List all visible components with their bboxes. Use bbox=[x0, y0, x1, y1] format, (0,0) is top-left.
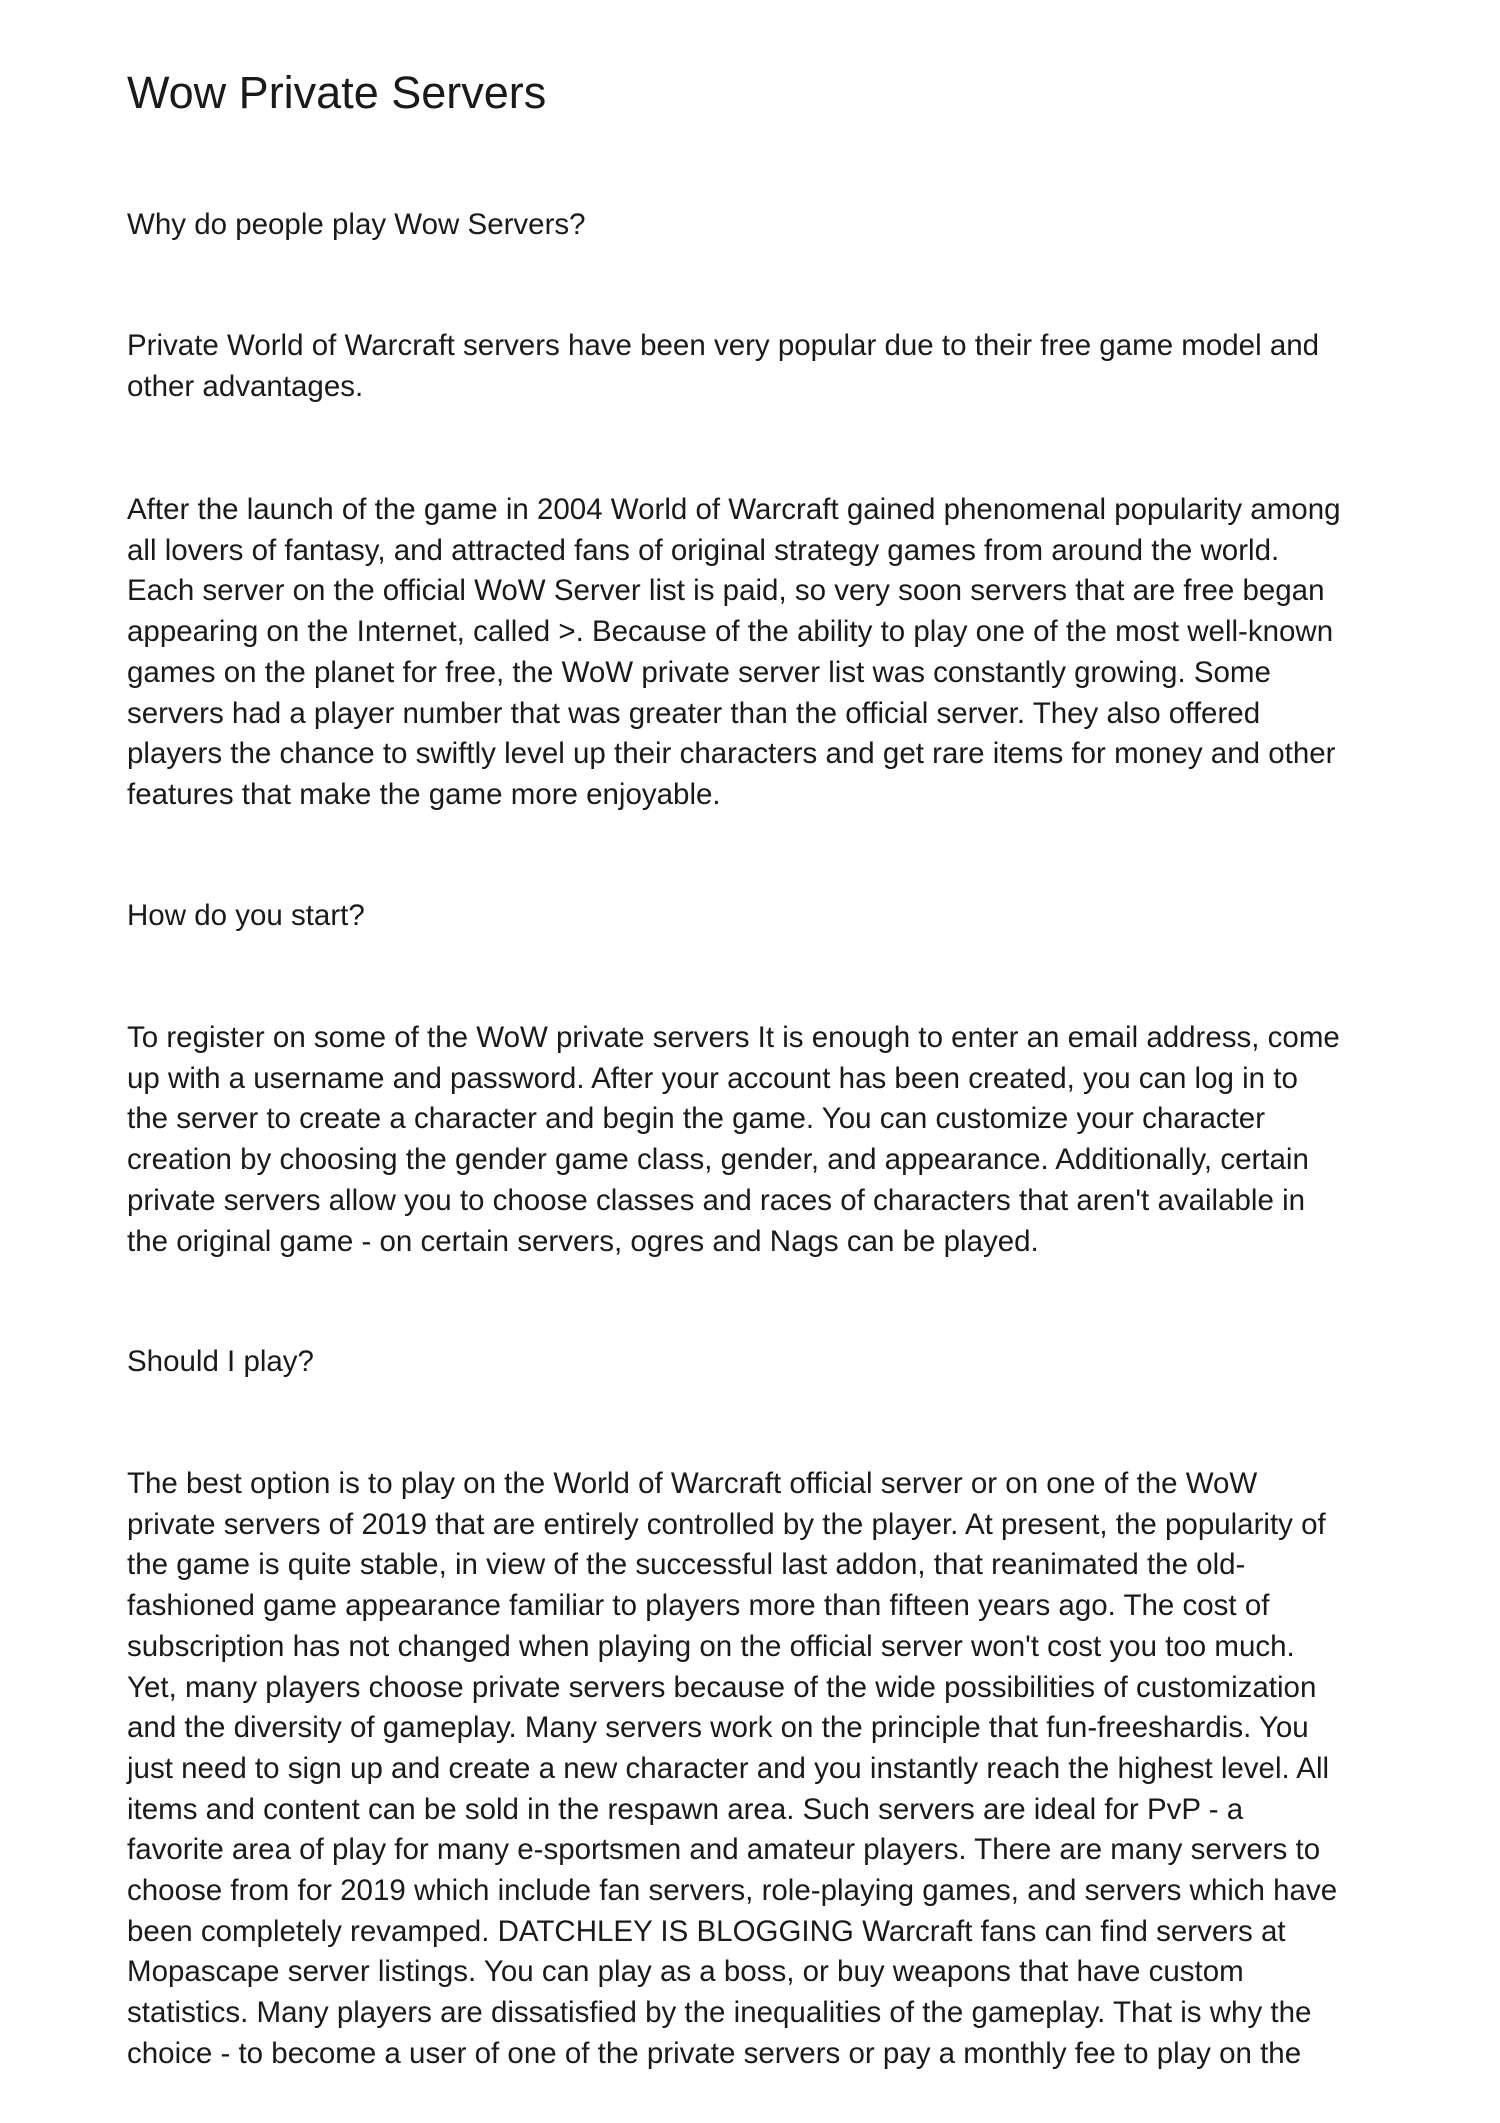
section-heading: Should I play? bbox=[127, 1345, 314, 1378]
paragraph-history bbox=[127, 490, 1341, 816]
text-line: Yet, many players choose private servers because of the wide possibilities of customization bbox=[127, 1670, 1317, 1704]
text-line: choice - to become a user of one of the private servers or pay a monthly fee to play on the bbox=[127, 2036, 1302, 2070]
text-line: all lovers of fantasy, and attracted fans of original strategy games from around the world. bbox=[127, 533, 1280, 567]
text-line: favorite area of play for many e-sportsmen and amateur players. There are many servers to bbox=[127, 1833, 1321, 1867]
section-heading: Why do people play Wow Servers? bbox=[127, 208, 586, 241]
text-line: private servers allow you to choose classes and races of characters that aren't available in bbox=[127, 1183, 1306, 1217]
text-line: fashioned game appearance familiar to players more than fifteen years ago. The cost of bbox=[127, 1589, 1270, 1623]
text-line: Mopascape server listings. You can play as a boss, or buy weapons that have custom bbox=[127, 1955, 1244, 1989]
text-line: appearing on the Internet, called >. Because of the ability to play one of the most well-known bbox=[127, 615, 1334, 649]
paragraph-intro bbox=[127, 326, 1319, 407]
text-line: subscription has not changed when playing on the official server won't cost you too much. bbox=[127, 1629, 1295, 1663]
document-title: Wow Private Servers bbox=[127, 67, 547, 118]
text-line: statistics. Many players are dissatisfied by the inequalities of the gameplay. That is why the bbox=[127, 1996, 1312, 2030]
text-line: choose from for 2019 which include fan servers, role-playing games, and servers which have bbox=[127, 1874, 1338, 1908]
text-line: creation by choosing the gender game class, gender, and appearance. Additionally, certain bbox=[127, 1143, 1309, 1177]
text-line: private servers of 2019 that are entirely controlled by the player. At present, the popularity of bbox=[127, 1507, 1326, 1541]
text-line: After the launch of the game in 2004 World of Warcraft gained phenomenal popularity among bbox=[127, 493, 1341, 526]
text-line: features that make the game more enjoyable. bbox=[127, 777, 721, 811]
text-line: To register on some of the WoW private servers It is enough to enter an email address, come bbox=[127, 1021, 1340, 1054]
text-line: items and content can be sold in the respawn area. Such servers are ideal for PvP - a bbox=[127, 1792, 1244, 1826]
text-line: the original game - on certain servers, ogres and Nags can be played. bbox=[127, 1224, 1039, 1258]
text-line: Each server on the official WoW Server list is paid, so very soon servers that are free began bbox=[127, 574, 1325, 608]
text-line: servers had a player number that was greater than the official server. They also offered bbox=[127, 696, 1261, 730]
text-line: the server to create a character and begin the game. You can customize your character bbox=[127, 1102, 1266, 1136]
text-line: the game is quite stable, in view of the successful last addon, that reanimated the old- bbox=[127, 1548, 1246, 1582]
text-line: just need to sign up and create a new character and you instantly reach the highest level. All bbox=[127, 1751, 1330, 1785]
text-line: The best option is to play on the World of Warcraft official server or on one of the WoW bbox=[127, 1467, 1258, 1500]
text-line: Private World of Warcraft servers have been very popular due to their free game model and bbox=[127, 329, 1320, 362]
paragraph-should-play bbox=[127, 1464, 1337, 2075]
text-line: other advantages. bbox=[127, 369, 364, 403]
text-line: games on the planet for free, the WoW private server list was constantly growing. Some bbox=[127, 655, 1271, 689]
text-line: and the diversity of gameplay. Many servers work on the principle that fun-freeshardis. You bbox=[127, 1711, 1309, 1745]
text-line: up with a username and password. After your account has been created, you can log in to bbox=[127, 1061, 1298, 1095]
text-line: been completely revamped. DATCHLEY IS BLOGGING Warcraft fans can find servers at bbox=[127, 1914, 1286, 1948]
paragraph-register bbox=[127, 1018, 1340, 1262]
section-heading: How do you start? bbox=[127, 899, 365, 932]
text-line: players the chance to swiftly level up their characters and get rare items for money and other bbox=[127, 737, 1336, 771]
